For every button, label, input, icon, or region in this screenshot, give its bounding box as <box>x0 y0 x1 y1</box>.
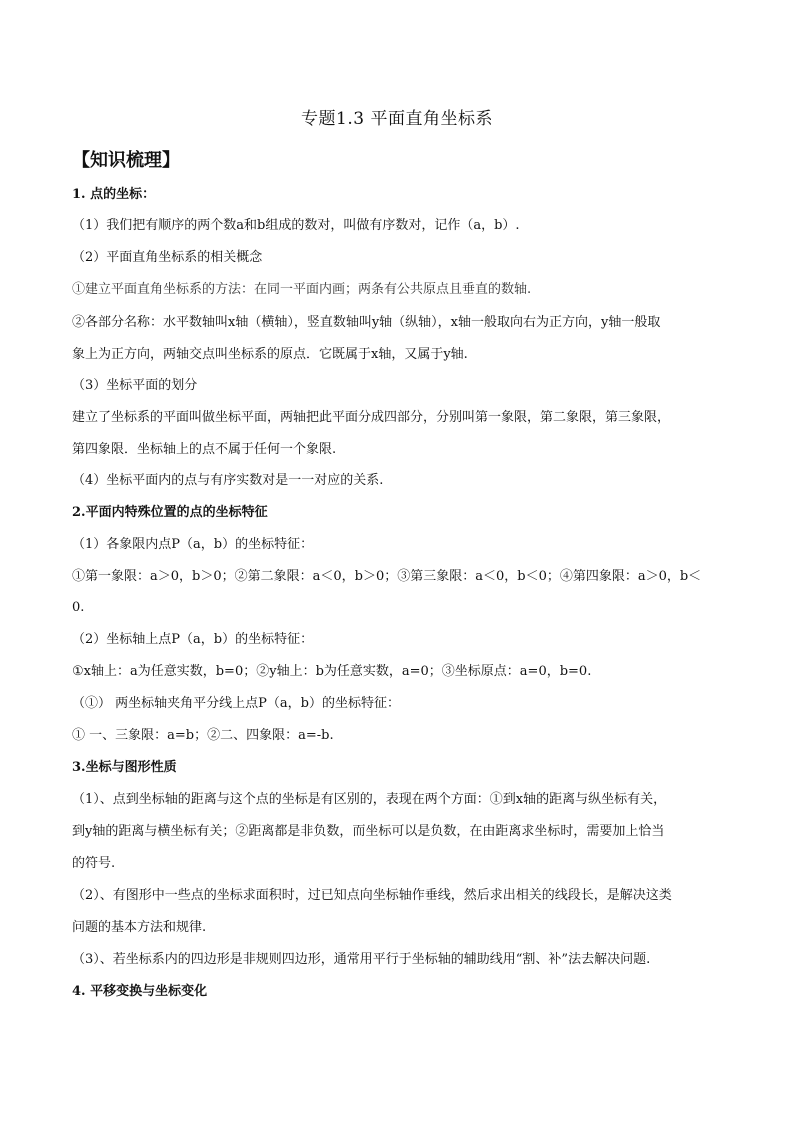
paragraph-line: （4）坐标平面内的点与有序实数对是一一对应的关系. <box>72 473 384 488</box>
paragraph-line: 建立了坐标系的平面叫做坐标平面，两轴把此平面分成四部分，分别叫第一象限，第二象限，第三象限， <box>72 410 671 425</box>
section-heading: 【知识梳理】 <box>72 150 180 171</box>
subheading-point-coordinates: 1. 点的坐标： <box>72 187 156 202</box>
paragraph-line: ①建立平面直角坐标系的方法：在同一平面内画；两条有公共原点且垂直的数轴. <box>72 282 532 297</box>
paragraph-line: （3）、若坐标系内的四边形是非规则四边形，通常用平行于坐标轴的辅助线用“割、补”法去解决问题. <box>72 952 651 967</box>
subheading-coordinates-and-shapes: 3.坐标与图形性质 <box>72 760 177 775</box>
document-title: 专题1.3 平面直角坐标系 <box>301 109 493 129</box>
paragraph-line: （1）、点到坐标轴的距离与这个点的坐标是有区别的，表现在两个方面：①到x轴的距离与纵坐标有关， <box>72 792 667 807</box>
subheading-translation: 4. 平移变换与坐标变化 <box>72 984 208 999</box>
paragraph-line: 象上为正方向，两轴交点叫坐标系的原点．它既属于x轴，又属于y轴. <box>72 347 468 362</box>
paragraph-line: 第四象限．坐标轴上的点不属于任何一个象限. <box>72 442 337 457</box>
paragraph-line: 0. <box>72 600 85 615</box>
paragraph-line: （2）、有图形中一些点的坐标求面积时，过已知点向坐标轴作垂线，然后求出相关的线段长，是解决这类 <box>72 888 672 903</box>
paragraph-line: ①第一象限：a＞0，b＞0；②第二象限：a＜0，b＞0；③第三象限：a＜0，b＜0；④第四象限：a＞0，b＜ <box>72 569 702 584</box>
paragraph-line: 到y轴的距离与横坐标有关；②距离都是非负数，而坐标可以是负数，在由距离求坐标时，需要加上恰当 <box>72 824 665 839</box>
paragraph-line: 问题的基本方法和规律. <box>72 920 207 935</box>
paragraph-line: （1）我们把有顺序的两个数a和b组成的数对，叫做有序数对，记作（a，b）. <box>72 218 520 233</box>
paragraph-line: ① 一、三象限：a=b；②二、四象限：a=-b. <box>72 728 334 743</box>
paragraph-line: ①x轴上：a为任意实数，b=0；②y轴上：b为任意实数，a=0；③坐标原点：a=0，b=0. <box>72 664 592 679</box>
subheading-special-points: 2.平面内特殊位置的点的坐标特征 <box>72 505 268 520</box>
paragraph-line: （①） 两坐标轴夹角平分线上点P（a，b）的坐标特征： <box>72 696 400 711</box>
paragraph-line: （3）坐标平面的划分 <box>72 378 198 393</box>
paragraph-line: （1）各象限内点P（a，b）的坐标特征： <box>72 537 314 552</box>
paragraph-line: （2）平面直角坐标系的相关概念 <box>72 250 263 265</box>
paragraph-line: ②各部分名称：水平数轴叫x轴（横轴），竖直数轴叫y轴（纵轴），x轴一般取向右为正方向，y轴一般取 <box>72 315 661 330</box>
paragraph-line: （2）坐标轴上点P（a，b）的坐标特征： <box>72 632 314 647</box>
paragraph-line: 的符号. <box>72 856 116 871</box>
